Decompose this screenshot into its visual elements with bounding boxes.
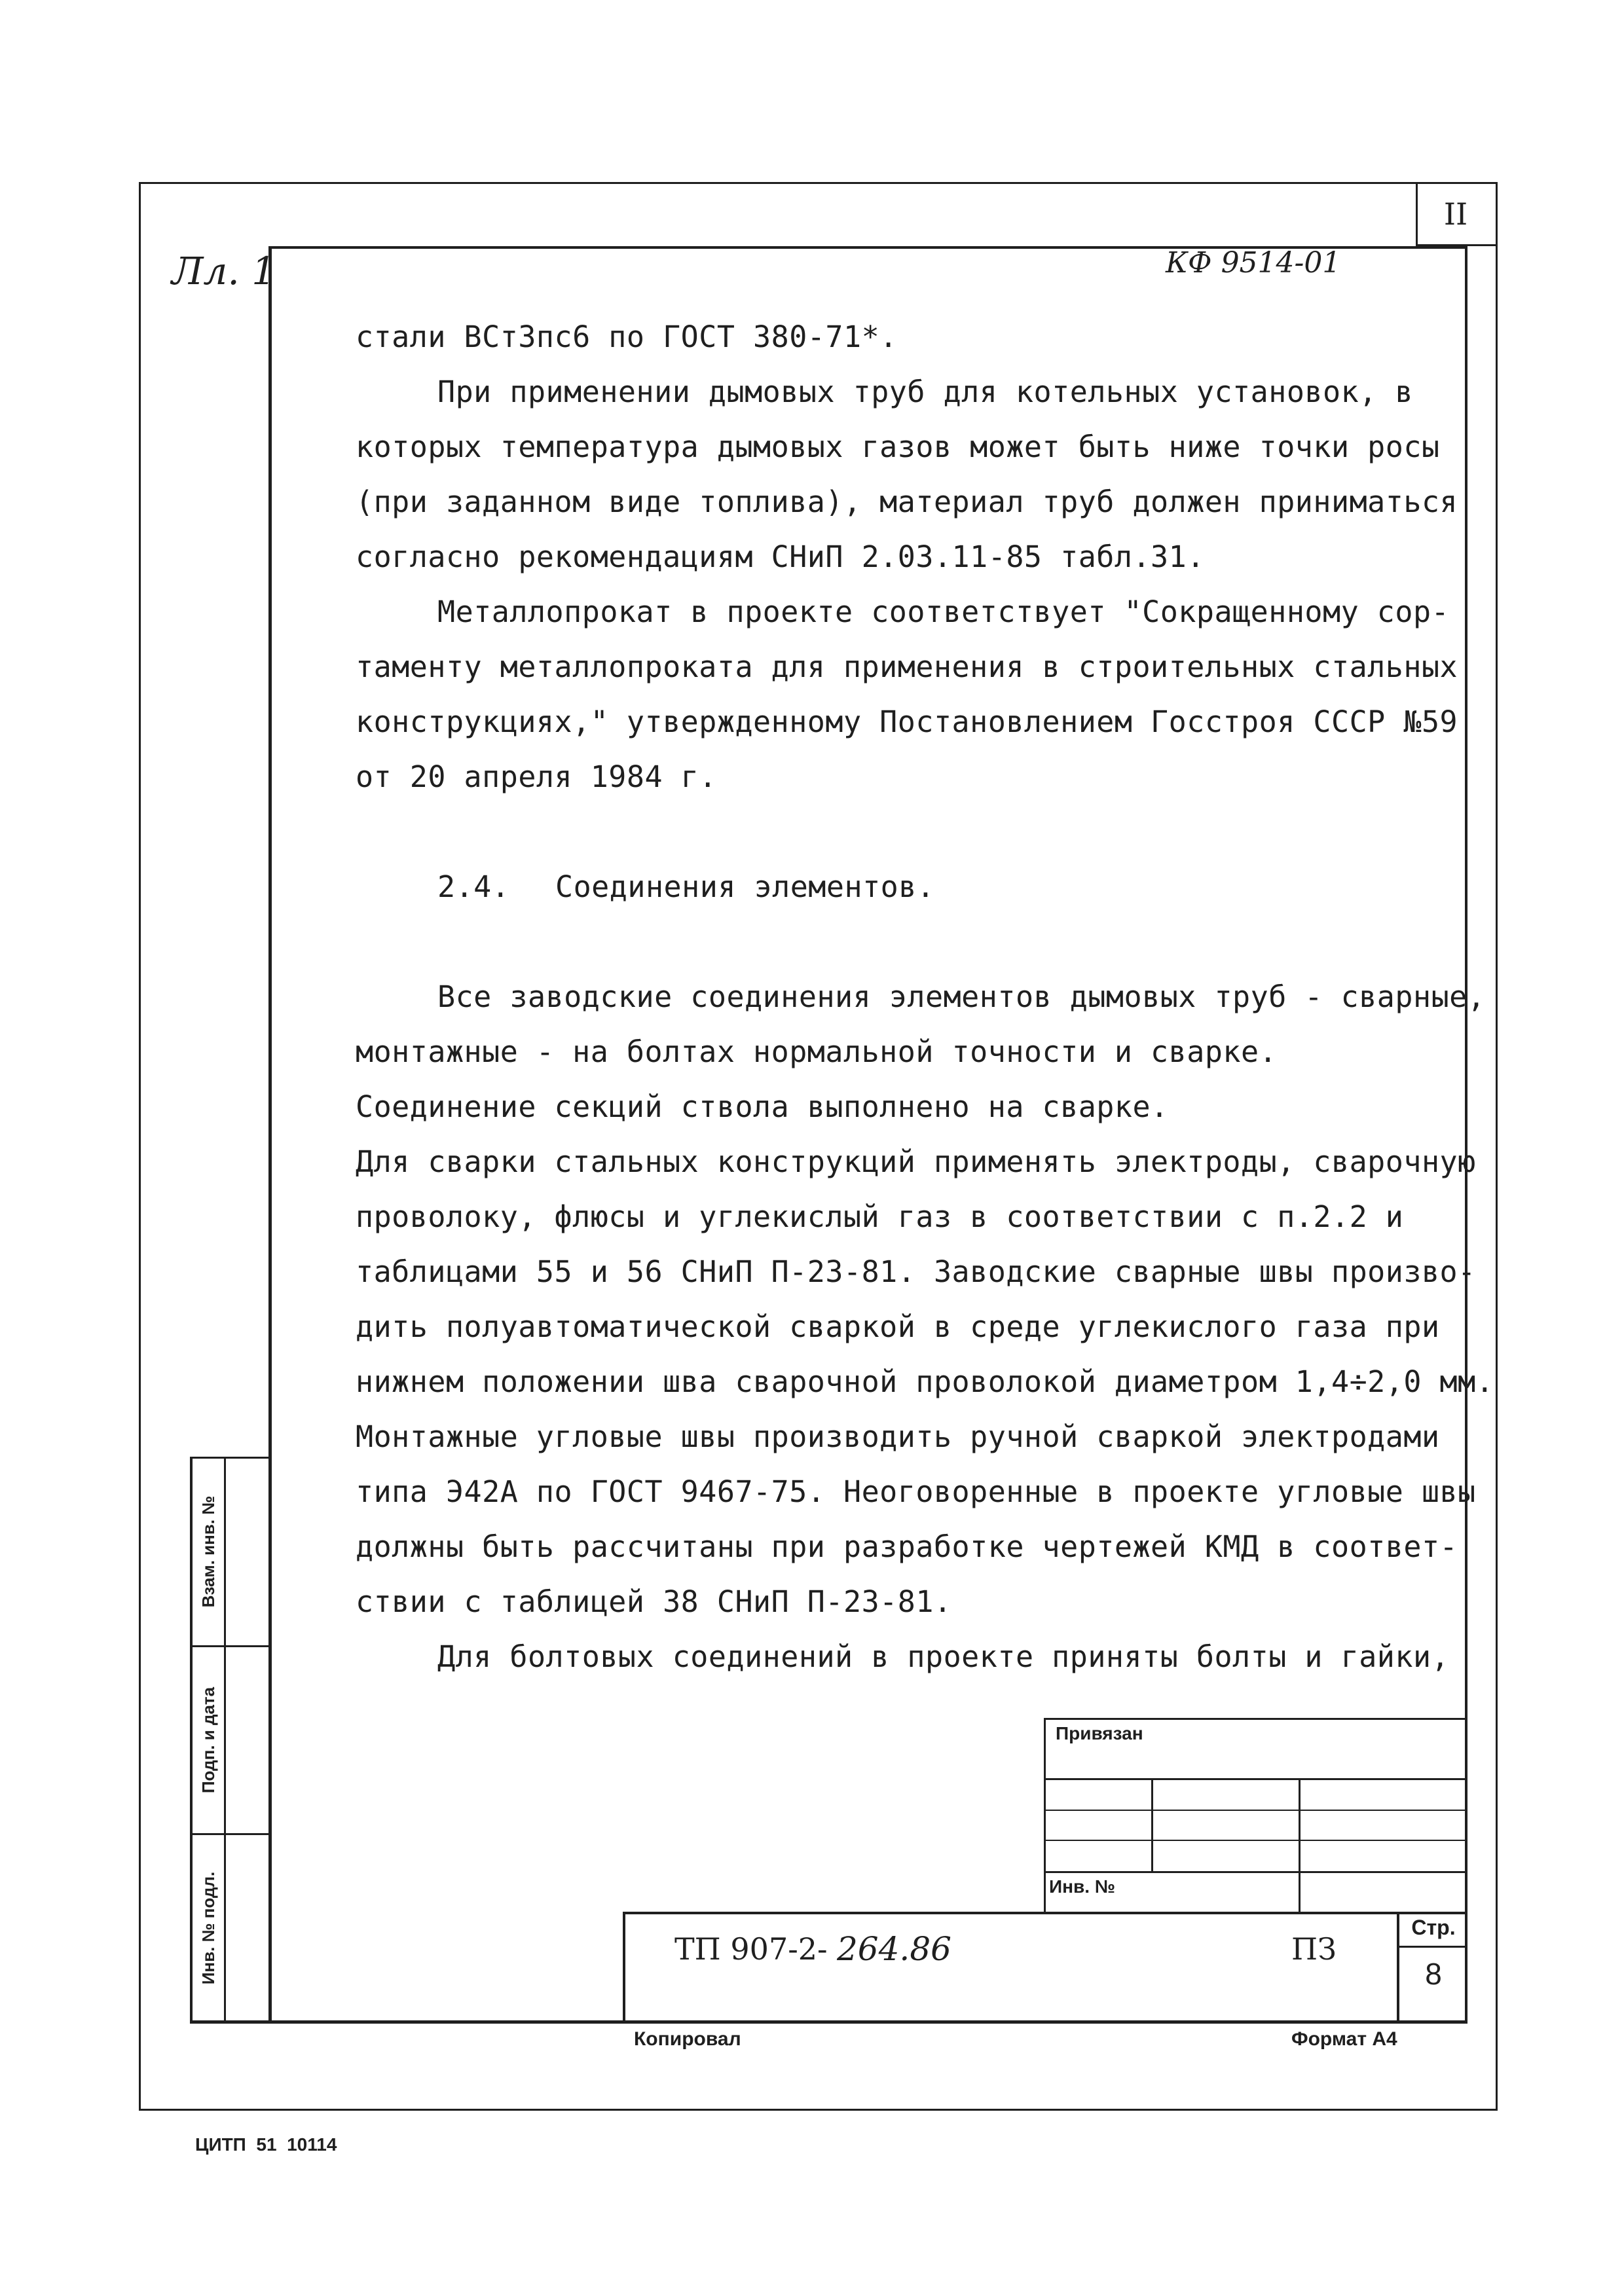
side-stamp-inv-podl: Инв. № подл. bbox=[198, 1871, 218, 1985]
paragraph-line: типа Э42А по ГОСТ 9467-75. Неоговоренные в проекте угловые швы bbox=[356, 1474, 1476, 1509]
privyazan-col2 bbox=[1299, 1778, 1301, 1872]
paragraph-line: нижнем положении шва сварочной проволокой диаметром 1,4÷2,0 мм. bbox=[356, 1364, 1494, 1399]
printer-code: ЦИТП 51 10114 bbox=[195, 2134, 337, 2155]
side-stamp-podp-data: Подп. и дата bbox=[198, 1686, 218, 1794]
doc-code-handwritten: КФ 9514-01 bbox=[1166, 246, 1341, 280]
outer-frame-top bbox=[139, 182, 1498, 184]
paragraph-line: стали ВСт3пс6 по ГОСТ 380-71*. bbox=[356, 319, 898, 354]
page-value: 8 bbox=[1425, 1957, 1442, 1991]
section-number: 2.4. bbox=[437, 869, 510, 904]
privyazan-col3 bbox=[1299, 1871, 1301, 1913]
privyazan-row4 bbox=[1044, 1871, 1467, 1873]
paragraph-line: ствии с таблицей 38 СНиП П-23-81. bbox=[356, 1584, 952, 1619]
page-label: Стр. bbox=[1411, 1916, 1456, 1939]
privyazan-row3 bbox=[1044, 1840, 1467, 1841]
paragraph-line: которых температура дымовых газов может быть ниже точки росы bbox=[356, 429, 1440, 464]
paragraph-line: Все заводские соединения элементов дымовых труб - сварные, bbox=[437, 979, 1486, 1014]
paragraph-line: Металлопрокат в проекте соответствует "Сокращенному сор- bbox=[437, 594, 1450, 629]
doc-type: ПЗ bbox=[1291, 1931, 1337, 1967]
inner-frame-left bbox=[268, 246, 272, 2022]
paragraph-line: таблицами 55 и 56 СНиП П-23-81. Заводские сварные швы произво- bbox=[356, 1254, 1476, 1289]
side-stamp-vzam-inv: Взам. инв. № bbox=[198, 1495, 218, 1608]
outer-frame-right bbox=[1496, 182, 1498, 2110]
section-title: Соединения элементов. bbox=[555, 869, 935, 904]
title-box-left bbox=[623, 1912, 625, 2023]
paragraph-line: таменту металлопроката для применения в строительных стальных bbox=[356, 649, 1458, 684]
privyazan-label: Привязан bbox=[1056, 1723, 1143, 1743]
paragraph-line: дить полуавтоматической сваркой в среде углекислого газа при bbox=[356, 1309, 1440, 1344]
paragraph-line: монтажные - на болтах нормальной точности и сварке. bbox=[356, 1034, 1278, 1069]
privyazan-row2 bbox=[1044, 1810, 1467, 1811]
inner-frame-bottom bbox=[190, 2020, 1467, 2024]
paragraph-line: согласно рекомендациям СНиП 2.03.11-85 табл.31. bbox=[356, 539, 1205, 574]
side-stamp-divider bbox=[224, 1457, 226, 2024]
paragraph-line: от 20 апреля 1984 г. bbox=[356, 759, 717, 794]
doc-number-handwritten: 264.86 bbox=[837, 1930, 951, 1968]
side-stamp-left bbox=[190, 1457, 193, 2024]
title-box-page-sep bbox=[1397, 1946, 1467, 1948]
paragraph-line: Монтажные угловые швы производить ручной сваркой электродами bbox=[356, 1419, 1440, 1454]
paragraph-line: Для болтовых соединений в проекте приняты болты и гайки, bbox=[437, 1639, 1450, 1674]
paragraph-line: конструкциях," утвержденному Постановлением Госстроя СССР №59 bbox=[356, 704, 1458, 739]
copied-label: Копировал bbox=[634, 2028, 741, 2050]
privyazan-row1 bbox=[1044, 1778, 1467, 1780]
format-label: Формат А4 bbox=[1291, 2028, 1397, 2050]
outer-frame-bottom bbox=[139, 2109, 1498, 2111]
sheet-mark: Лл. 1 bbox=[172, 249, 276, 293]
paragraph-line: проволоку, флюсы и углекислый газ в соответствии с п.2.2 и bbox=[356, 1199, 1404, 1234]
paragraph-line: Соединение секций ствола выполнено на сварке. bbox=[356, 1089, 1169, 1124]
privyazan-top bbox=[1044, 1718, 1467, 1720]
page-number: II bbox=[1443, 196, 1468, 232]
privyazan-left bbox=[1044, 1718, 1046, 1914]
inv-no-label: Инв. № bbox=[1049, 1876, 1116, 1897]
outer-frame-left bbox=[139, 182, 141, 2110]
paragraph-line: Для сварки стальных конструкций применять электроды, сварочную bbox=[356, 1144, 1476, 1179]
paragraph-line: должны быть рассчитаны при разработке чертежей КМД в соответ- bbox=[356, 1529, 1458, 1564]
paragraph-line: (при заданном виде топлива), материал труб должен приниматься bbox=[356, 484, 1458, 519]
inner-frame-right bbox=[1465, 246, 1467, 2022]
title-box-top bbox=[623, 1912, 1467, 1914]
paragraph-line: При применении дымовых труб для котельных установок, в bbox=[437, 374, 1413, 409]
privyazan-col1 bbox=[1151, 1778, 1153, 1872]
doc-number-printed: ТП 907-2- bbox=[674, 1931, 828, 1967]
